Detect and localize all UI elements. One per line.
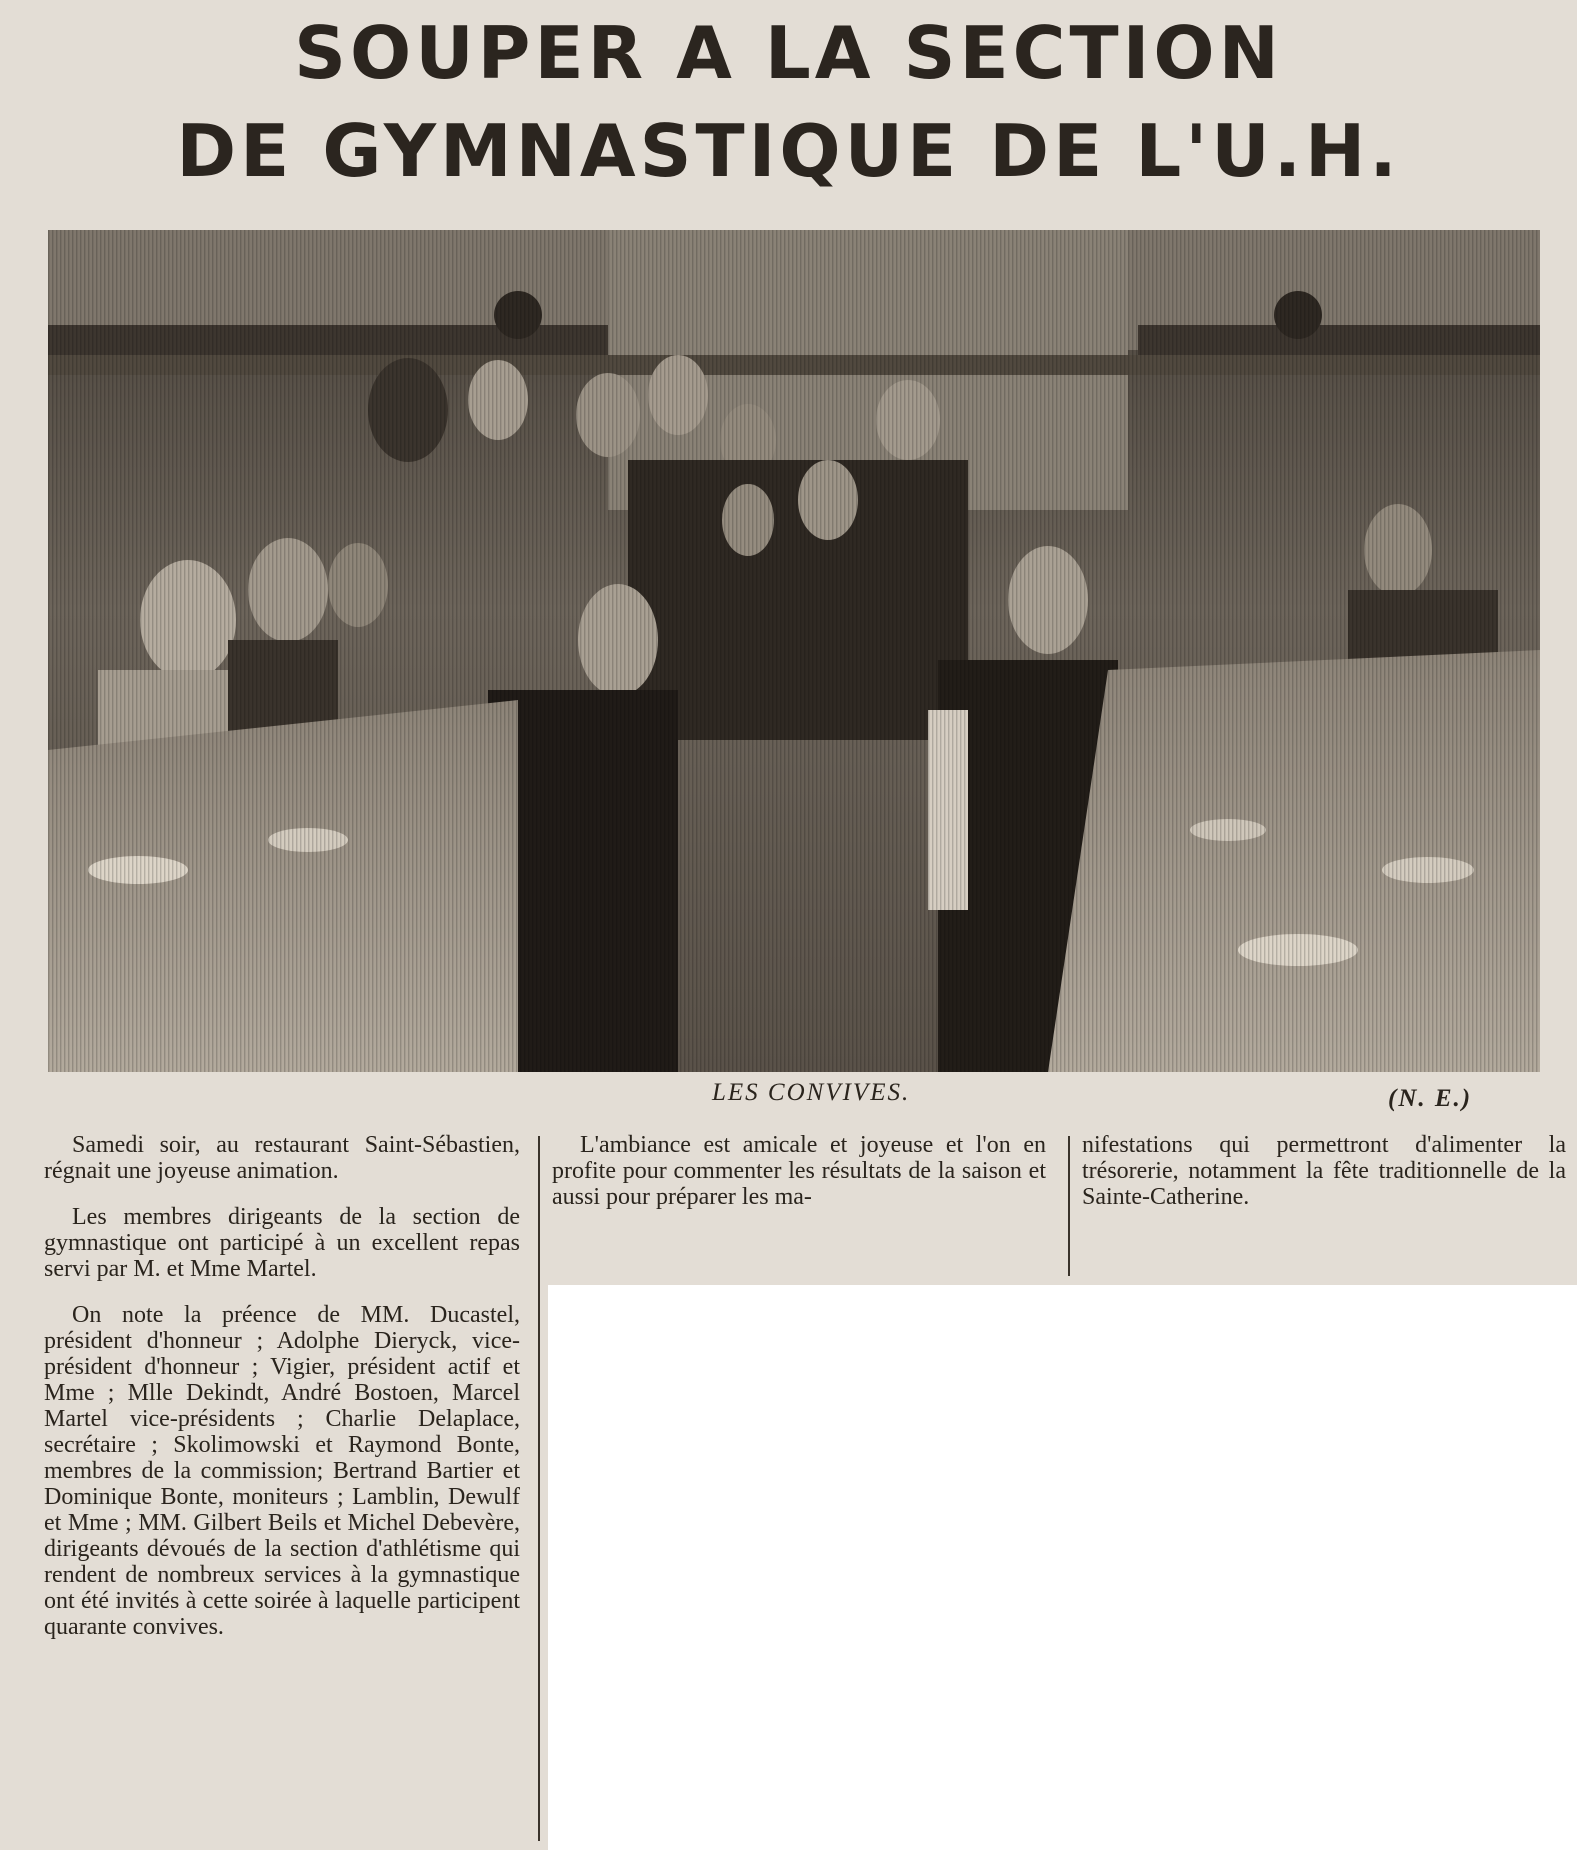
column-divider [538,1136,540,1841]
article-column-1 [44,1132,520,1660]
paragraph: Samedi soir, au restaurant Saint-Sébastien, régnait une joyeuse animation. [44,1132,520,1184]
photo-credit: (N. E.) [1388,1085,1473,1112]
article-headline [0,4,1577,200]
headline-line-1: SOUPER A LA SECTION [294,11,1283,95]
article-column-3 [1082,1132,1566,1230]
photo-caption: LES CONVIVES. [712,1079,911,1106]
paragraph: L'ambiance est amicale et joyeuse et l'on en profite pour commenter les résultats de la saison et aussi pour préparer les ma- [552,1132,1046,1210]
banquet-photo [48,230,1540,1072]
paragraph: Les membres dirigeants de la section de gymnastique ont participé à un excellent repas servi par M. et Mme Martel. [44,1204,520,1282]
article-column-2 [552,1132,1046,1230]
headline-line-2: DE GYMNASTIQUE DE L'U.H. [176,109,1401,193]
paragraph: nifestations qui permettront d'alimenter la trésorerie, notamment la fête traditionnelle de la Sainte-Catherine. [1082,1132,1566,1210]
photo-caption-row [0,1075,1577,1119]
paragraph: On note la préence de MM. Ducastel, président d'honneur ; Adolphe Dieryck, vice-président d'honneur ; Vigier, président actif et Mme ; Mlle Dekindt, André Bostoen, Marcel Martel vice-présidents ; Charlie Delaplace, secrétaire ; Skolimowski et Raymond Bonte, membres de la commission; Bertrand Bartier et Dominique Bonte, moniteurs ; Lamblin, Dewulf et Mme ; MM. Gilbert Beils et Michel Debevère, dirigeants dévoués de la section d'athlétisme qui rendent de nombreux services à la gymnastique ont été invités à cette soirée à laquelle participent quarante convives. [44,1302,520,1640]
column-divider [1068,1136,1070,1276]
